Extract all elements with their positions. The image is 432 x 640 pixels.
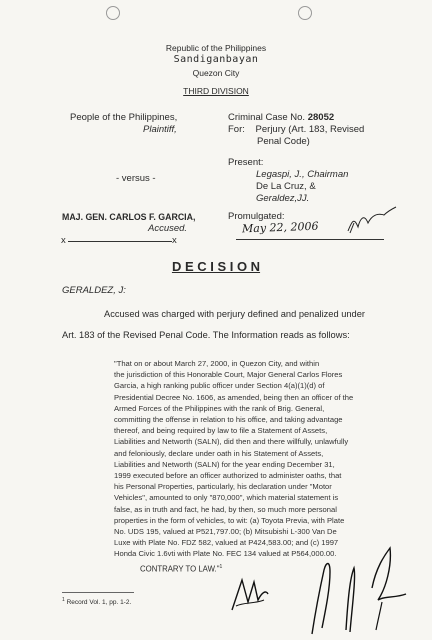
initial-signature-2 xyxy=(306,538,416,638)
quote-line: thereof, and being required by law to file a Statement of Assets, xyxy=(114,426,328,436)
accused-role: Accused. xyxy=(148,223,188,234)
quote-line: false, as in truth and fact, he had, by then, so much more personal xyxy=(114,504,337,514)
ponente: GERALDEZ, J: xyxy=(62,285,126,296)
quote-line: Liabilities and Networth (SALN), did then and there willfully, unlawfully xyxy=(114,437,349,447)
contrary-text: CONTRARY TO LAW." xyxy=(140,564,220,574)
court-name: Sandiganbayan xyxy=(173,54,259,65)
promulgated-label: Promulgated: xyxy=(228,211,285,222)
separator-x-left: x xyxy=(61,235,66,246)
footnote-rule xyxy=(62,592,134,593)
quote-line: 1999 executed before an officer authorized to administer oaths, that xyxy=(114,471,342,481)
justice-3: Geraldez,JJ. xyxy=(256,193,310,204)
quote-line: Presidential Decree No. 1606, as amended, being then an officer of the xyxy=(114,392,354,402)
quote-line: his Personal Properties, particularly, his declaration under "Motor xyxy=(114,482,332,492)
punch-hole-left xyxy=(106,6,120,20)
case-number-line xyxy=(228,112,334,123)
justice-1-line xyxy=(256,169,348,180)
case-number: 28052 xyxy=(307,112,335,123)
footnote xyxy=(62,597,131,606)
city-line: Quezon City xyxy=(192,68,240,78)
footnote-ref: 1 xyxy=(219,564,223,570)
plaintiff-name: People of the Philippines, xyxy=(70,112,178,123)
contrary-to-law xyxy=(140,564,222,574)
for-text-1: Perjury (Art. 183, Revised xyxy=(255,124,365,135)
for-text-2: Penal Code) xyxy=(257,136,310,147)
quote-line: Armed Forces of the Philippines with the rank of Brig. General, xyxy=(114,403,325,413)
for-line xyxy=(228,124,364,135)
justice-1-role: Chairman xyxy=(307,169,349,180)
promulgated-date: May 22, 2006 xyxy=(241,219,319,236)
punch-hole-right xyxy=(298,6,312,20)
quote-line: Garcia, a high ranking public officer under Section 4(a)(1)(d) of xyxy=(114,381,325,391)
information-quote xyxy=(114,358,376,560)
quote-line: Liabilities and Networth (SALN) for the year ending December 31, xyxy=(114,459,335,469)
justice-1: Legaspi, J., xyxy=(256,169,305,180)
versus-label: - versus - xyxy=(116,173,156,184)
quote-line: and feloniously, declare under oath in his Statement of Assets, xyxy=(114,448,324,458)
present-label: Present: xyxy=(228,157,264,168)
quote-line: No. UDS 195, valued at P521,797.00; (b) Mitsubishi L-300 Van De xyxy=(114,527,337,537)
decision-title: D E C I S I O N xyxy=(171,259,261,274)
quote-line: the jurisdiction of this Honorable Court, Major General Carlos Flores xyxy=(114,370,343,380)
division-heading: THIRD DIVISION xyxy=(183,86,249,96)
quote-line: Vehicles", amounted to only "870,000", which material statement is xyxy=(114,493,339,503)
separator-rule-right xyxy=(236,239,384,240)
separator-x-right: x xyxy=(172,235,177,246)
for-label: For: xyxy=(228,124,245,135)
quote-line: committing the offense in relation to his office, and taking advantage xyxy=(114,415,343,425)
clerk-initials-signature xyxy=(344,203,400,237)
case-label: Criminal Case No. xyxy=(228,112,306,123)
initial-signature-1 xyxy=(228,572,272,616)
republic-line: Republic of the Philippines xyxy=(165,43,267,53)
para1-line1: Accused was charged with perjury defined and penalized under xyxy=(104,309,365,319)
footnote-text: Record Vol. 1, pp. 1-2. xyxy=(66,599,132,607)
accused-name: MAJ. GEN. CARLOS F. GARCIA, xyxy=(62,212,196,222)
quote-line: Luxe with Plate No. FDZ 582, valued at P424,583.00; and (c) 1997 xyxy=(114,538,339,548)
separator-rule-left xyxy=(68,241,172,242)
quote-line: Honda Civic 1.6vti with Plate No. FEC 134 valued at P564,000.00. xyxy=(114,549,337,559)
quote-line: "That on or about March 27, 2000, in Quezon City, and within xyxy=(114,359,320,368)
para1-line2: Art. 183 of the Revised Penal Code. The Information reads as follows: xyxy=(62,330,350,340)
quote-line: properties in the form of vehicles, to wit: (a) Toyota Previa, with Plate xyxy=(114,515,345,525)
footnote-number: 1 xyxy=(62,597,65,603)
justice-2: De La Cruz, & xyxy=(256,181,316,192)
plaintiff-role: Plaintiff, xyxy=(143,124,177,135)
